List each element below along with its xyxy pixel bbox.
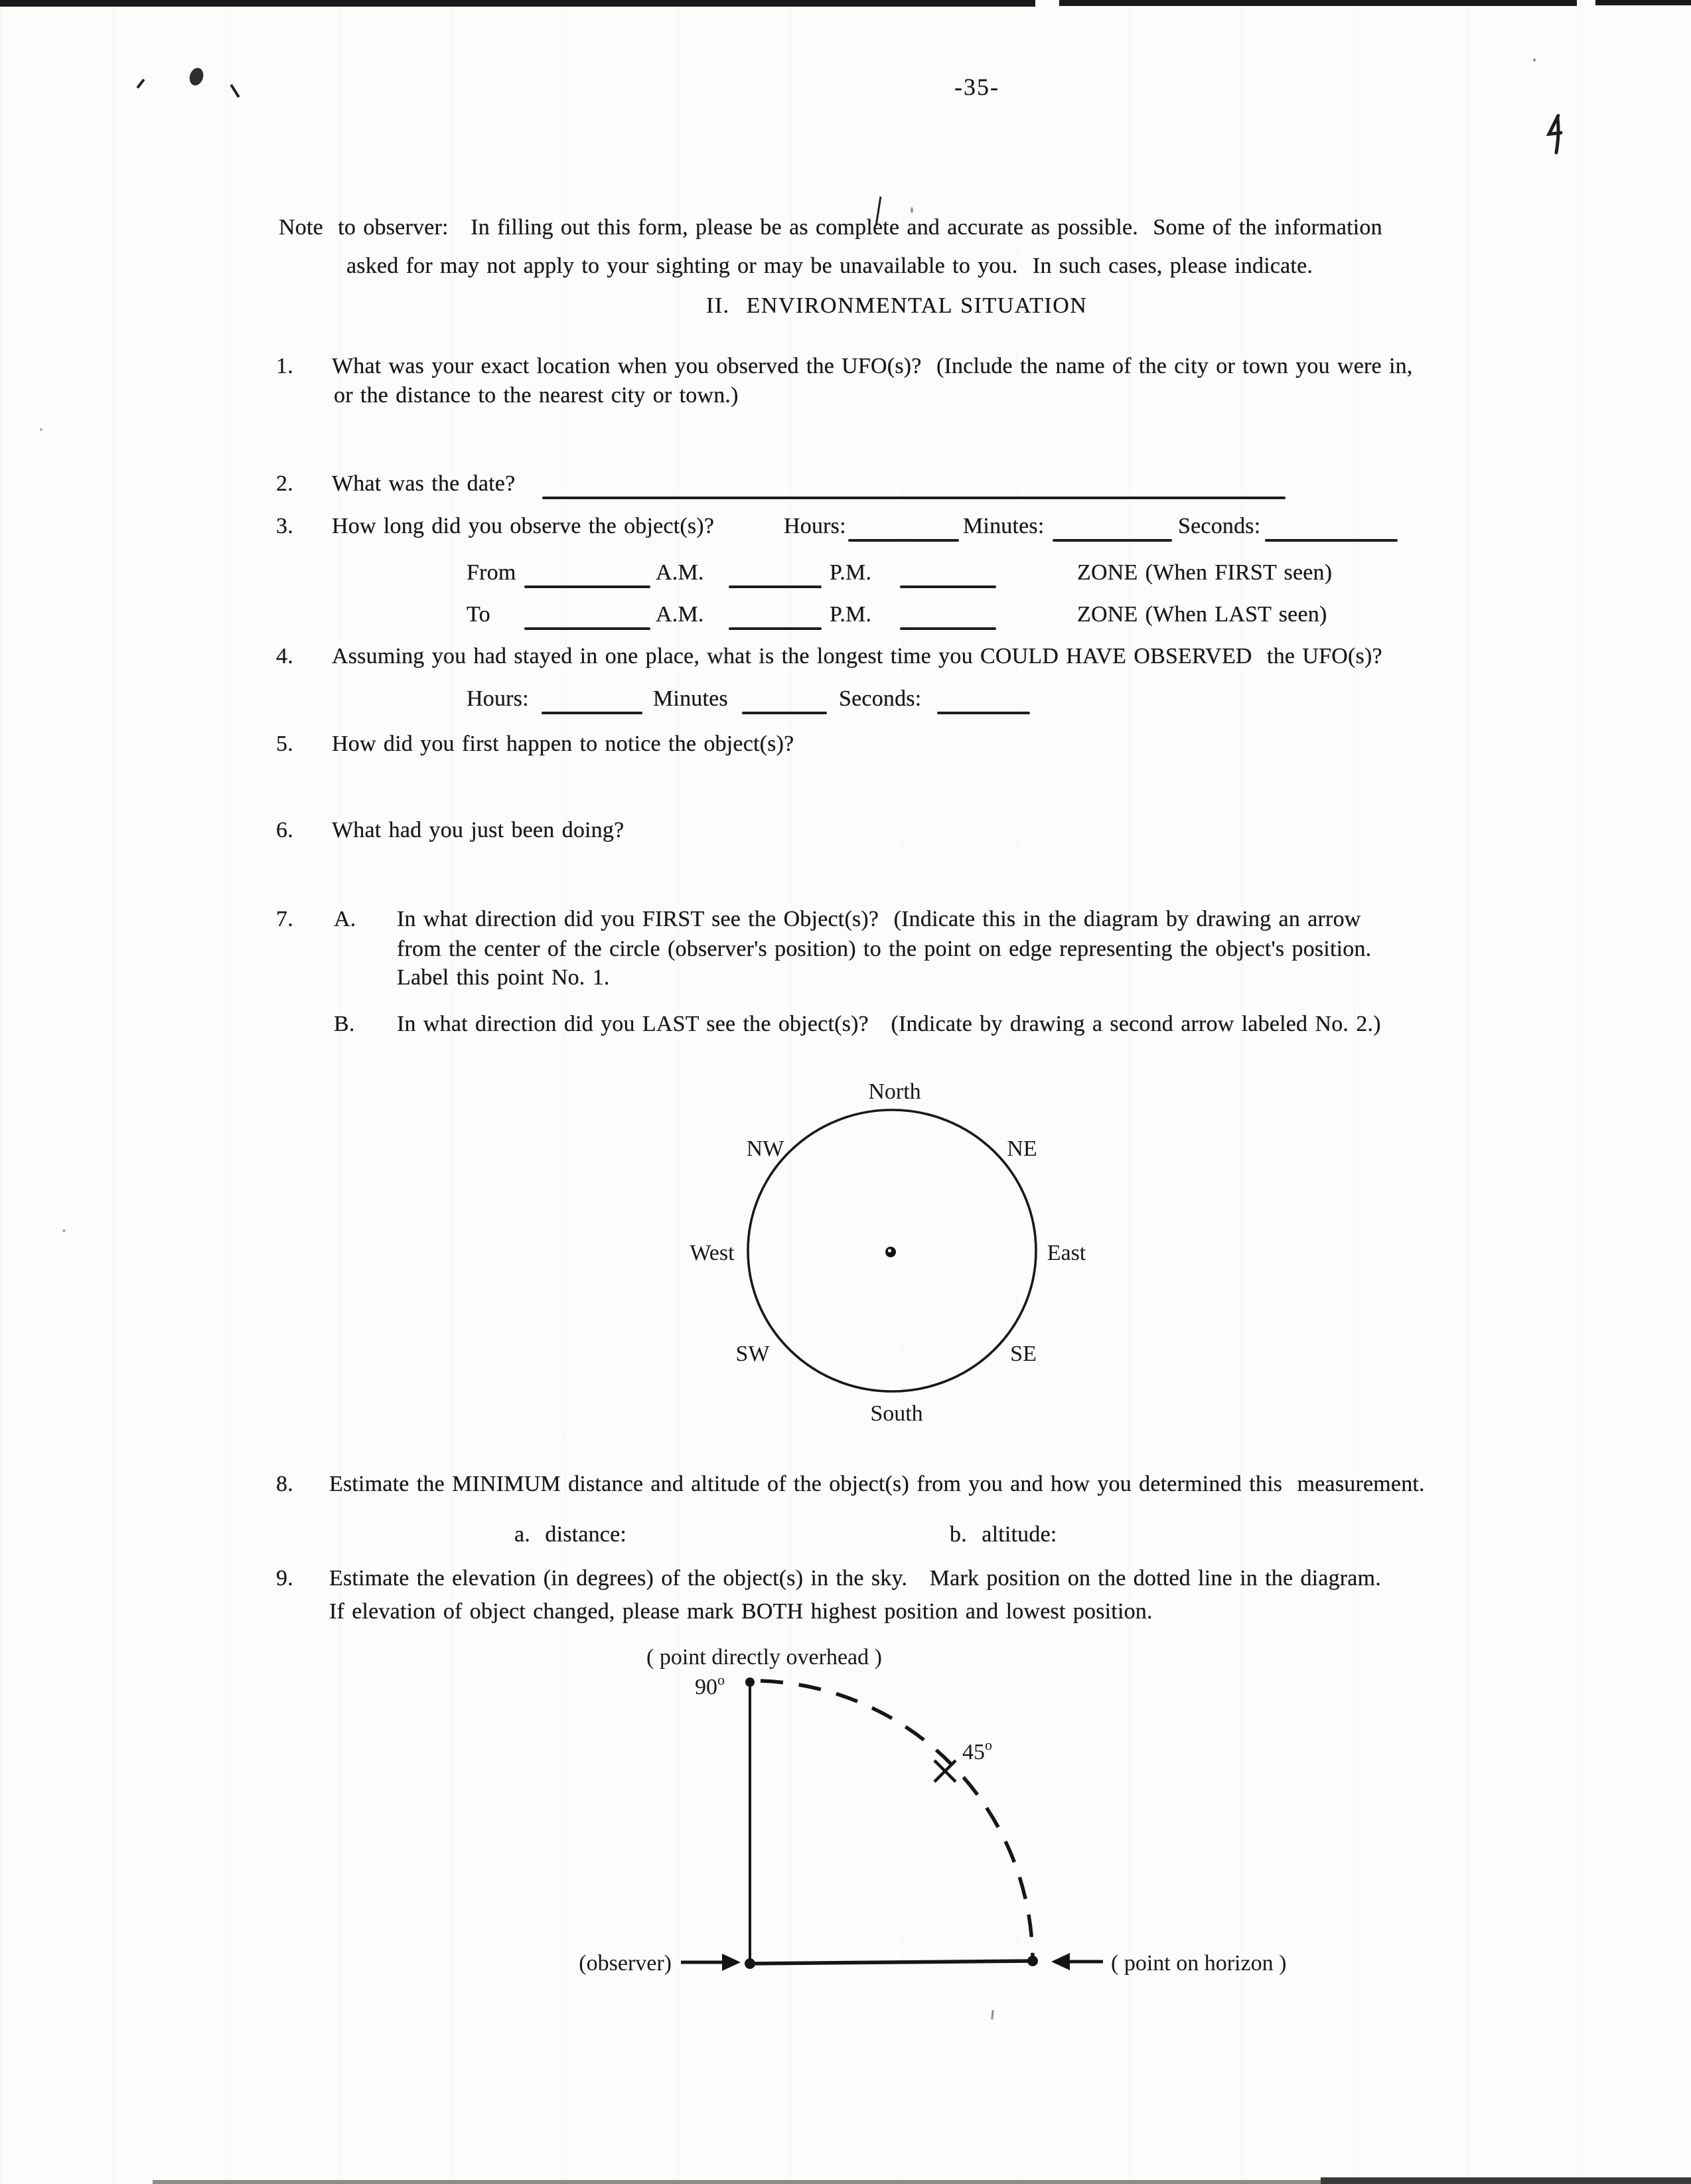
q3-minutes-label: Minutes: xyxy=(963,514,1045,538)
horizon-dot xyxy=(1027,1956,1038,1966)
ink-speck xyxy=(1533,58,1536,62)
q9-text-line2: If elevation of object changed, please mark BOTH highest position and lowest position. xyxy=(329,1599,1153,1624)
q3-number: 3. xyxy=(276,514,293,538)
q4-number: 4. xyxy=(276,644,293,668)
q8-text: Estimate the MINIMUM distance and altitude of the object(s) from you and how you determined this measurement. xyxy=(329,1472,1425,1496)
q2-text: What was the date? xyxy=(332,471,516,496)
q7-number: 7. xyxy=(276,907,293,931)
q3-seconds-label: Seconds: xyxy=(1178,514,1261,538)
q6-number: 6. xyxy=(276,818,293,842)
horizon-baseline xyxy=(750,1961,1033,1964)
compass-label-ne: NE xyxy=(1007,1136,1037,1161)
q8-altitude-label: b. altitude: xyxy=(950,1522,1057,1547)
q3-to-am-label: A.M. xyxy=(656,602,704,627)
q2-date-blank xyxy=(542,497,1286,499)
compass-label-north: North xyxy=(868,1079,921,1104)
q4-minutes-label: Minutes xyxy=(653,686,728,711)
q3-hours-blank xyxy=(848,539,959,542)
q3-seconds-blank xyxy=(1265,539,1398,542)
q4-seconds-label: Seconds: xyxy=(839,686,922,711)
q7b-text: In what direction did you LAST see the object(s)? (Indicate by drawing a second arrow labeled No. 2.) xyxy=(397,1012,1381,1036)
scan-edge-top-3 xyxy=(1595,0,1691,5)
page-number: -35- xyxy=(954,74,999,100)
q1-text-line2: or the distance to the nearest city or town.) xyxy=(334,383,739,408)
q1-number: 1. xyxy=(276,354,293,378)
elevation-arc-dashed xyxy=(761,1681,1033,1958)
compass-label-sw: SW xyxy=(735,1342,770,1366)
q7b-label: B. xyxy=(334,1012,355,1036)
q3-from-am-blank xyxy=(729,585,822,588)
overhead-label: ( point directly overhead ) xyxy=(646,1645,882,1670)
q3-to-label: To xyxy=(467,602,490,627)
compass-label-se: SE xyxy=(1010,1342,1037,1366)
q3-from-pm-blank xyxy=(900,585,996,588)
q4-minutes-blank xyxy=(742,712,827,714)
q2-number: 2. xyxy=(276,471,293,496)
q3-from-pm-label: P.M. xyxy=(830,560,872,585)
elevation-diagram xyxy=(544,1626,1380,1998)
q7a-text-line3: Label this point No. 1. xyxy=(397,965,610,990)
q3-from-zone-label: ZONE (When FIRST seen) xyxy=(1077,560,1333,585)
observer-center-dot-hole xyxy=(888,1249,891,1252)
q4-seconds-blank xyxy=(937,712,1030,714)
compass-label-east: East xyxy=(1047,1241,1086,1265)
q9-text-line1: Estimate the elevation (in degrees) of the object(s) in the sky. Mark position on the dotted line in the diagram. xyxy=(329,1566,1381,1591)
q3-text: How long did you observe the object(s)? xyxy=(332,514,715,538)
horizon-arrow-head xyxy=(1051,1953,1070,1970)
q3-to-pm-label: P.M. xyxy=(830,602,872,627)
q4-hours-label: Hours: xyxy=(467,686,529,711)
q3-to-time-blank xyxy=(524,627,650,630)
q4-hours-blank xyxy=(542,712,642,714)
ink-mark xyxy=(1545,114,1568,155)
observer-arrow-head xyxy=(722,1954,741,1971)
horizon-label: ( point on horizon ) xyxy=(1111,1951,1287,1976)
compass-label-south: South xyxy=(870,1401,923,1426)
q8-number: 8. xyxy=(276,1472,293,1496)
q6-text: What had you just been doing? xyxy=(332,818,625,842)
ink-speck xyxy=(40,428,42,431)
q5-text: How did you first happen to notice the object(s)? xyxy=(332,732,794,756)
ink-tail xyxy=(230,84,240,98)
q3-from-label: From xyxy=(467,560,516,585)
scan-edge-top-2 xyxy=(1059,0,1577,6)
q3-to-am-blank xyxy=(729,627,822,630)
q7a-label: A. xyxy=(334,907,356,931)
q3-to-pm-blank xyxy=(900,627,996,630)
compass-label-nw: NW xyxy=(746,1136,784,1161)
q7a-text-line1: In what direction did you FIRST see the Object(s)? (Indicate this in the diagram by drawing an arrow xyxy=(397,907,1361,931)
ink-speck xyxy=(62,1229,66,1232)
observer-label: (observer) xyxy=(579,1951,672,1976)
ink-speck xyxy=(911,207,913,213)
scan-edge-bottom-2 xyxy=(1321,2177,1691,2184)
ink-speck xyxy=(136,78,145,88)
compass-diagram xyxy=(664,1061,1128,1436)
scan-edge-top xyxy=(0,0,1035,7)
note-line-2: asked for may not apply to your sighting or may be unavailable to you. In such cases, please indicate. xyxy=(346,254,1313,278)
q3-hours-label: Hours: xyxy=(784,514,846,538)
section-title: II. ENVIRONMENTAL SITUATION xyxy=(706,293,1088,318)
compass-label-west: West xyxy=(690,1241,735,1265)
q3-to-zone-label: ZONE (When LAST seen) xyxy=(1077,602,1327,627)
note-line-1: Note to observer: In filling out this form, please be as complete and accurate as possible. Some of the information xyxy=(279,215,1382,240)
q5-number: 5. xyxy=(276,732,293,756)
ninety-degree-label: 90$^o$ xyxy=(695,1672,725,1699)
q7a-text-line2: from the center of the circle (observer's position) to the point on edge representing the object's position. xyxy=(397,937,1372,961)
q3-from-am-label: A.M. xyxy=(656,560,704,585)
q9-number: 9. xyxy=(276,1566,293,1591)
forty-five-degree-label: 45$^o$ xyxy=(962,1737,992,1764)
ink-blob xyxy=(187,66,205,88)
ink-speck xyxy=(991,2010,993,2019)
q3-minutes-blank xyxy=(1053,539,1172,542)
q4-text: Assuming you had stayed in one place, what is the longest time you COULD HAVE OBSERVED the UFO(s)? xyxy=(332,644,1382,668)
q8-distance-label: a. distance: xyxy=(514,1522,627,1547)
q3-from-time-blank xyxy=(524,585,650,588)
q1-text-line1: What was your exact location when you observed the UFO(s)? (Include the name of the city or town you were in, xyxy=(332,354,1413,378)
scan-edge-bottom xyxy=(153,2180,1321,2184)
